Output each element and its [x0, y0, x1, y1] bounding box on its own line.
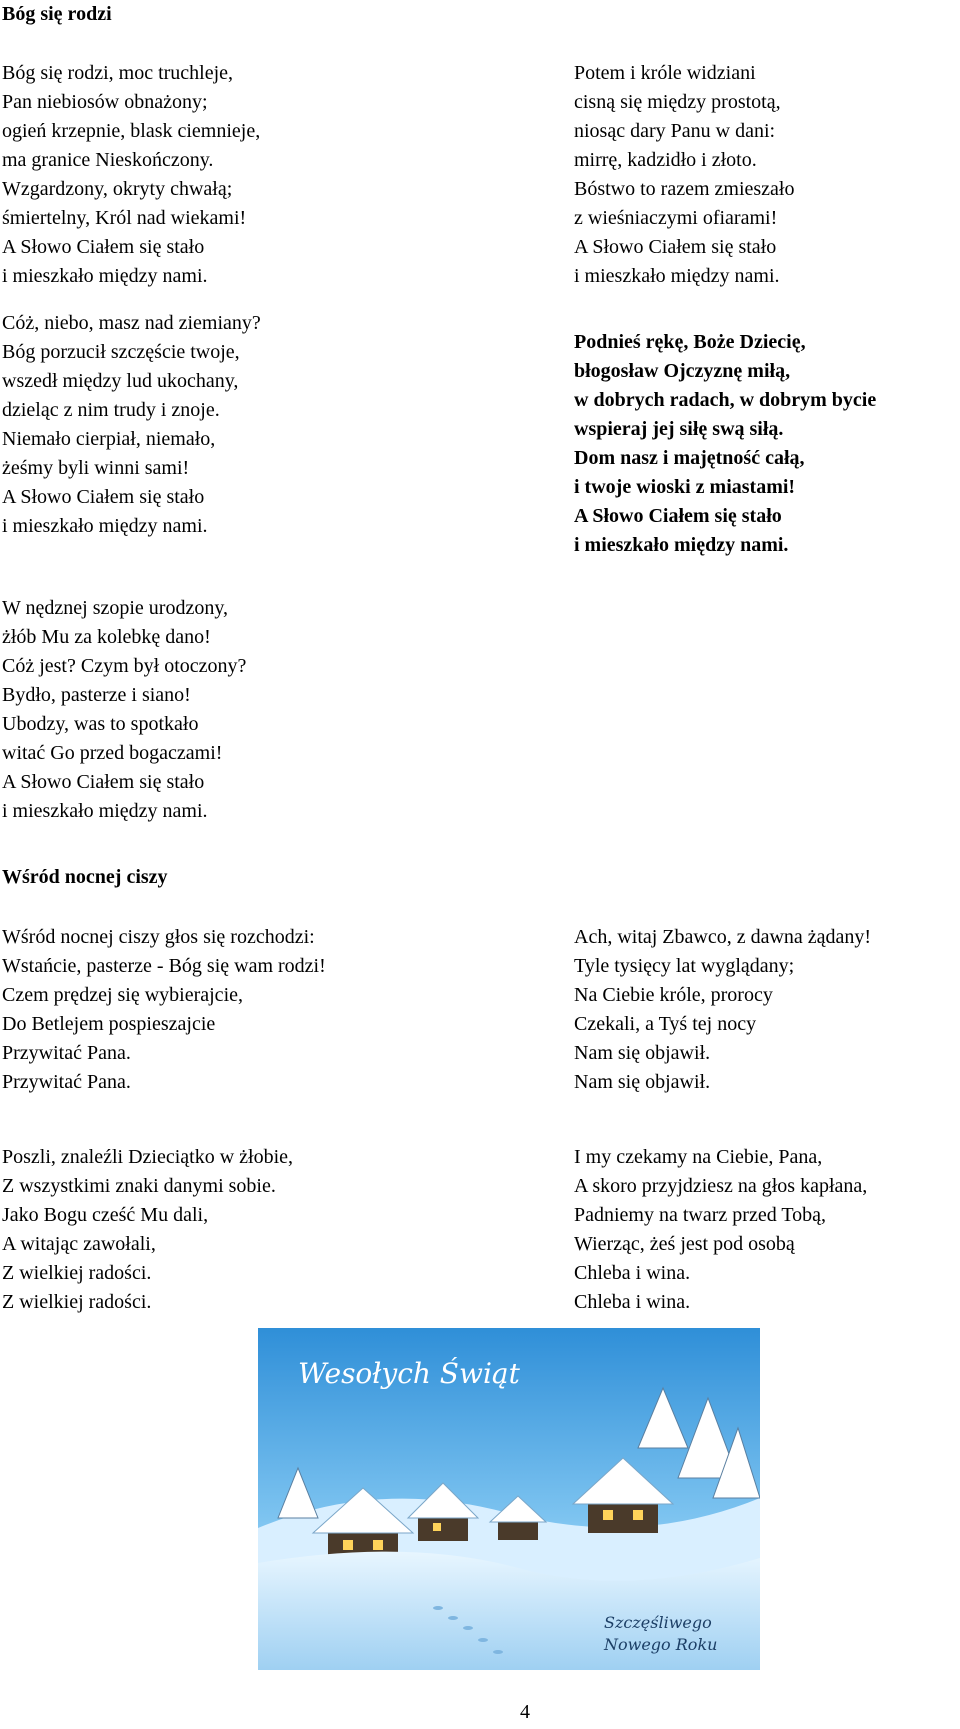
verse-line: z wieśniaczymi ofiarami!	[574, 207, 778, 229]
verse-line: ogień krzepnie, blask ciemnieje,	[2, 120, 261, 142]
verse-line: Z wszystkimi znaki danymi sobie.	[2, 1175, 276, 1197]
verse-line: A Słowo Ciałem się stało	[2, 771, 205, 793]
stanza-8	[574, 923, 871, 1097]
verse-line: Z wielkiej radości.	[2, 1291, 152, 1313]
verse-line: Wśród nocnej ciszy głos się rozchodzi:	[2, 926, 315, 948]
verse-line: Potem i króle widziani	[574, 62, 756, 84]
verse-line: Chleba i wina.	[574, 1291, 691, 1313]
verse-line: A Słowo Ciałem się stało	[2, 486, 205, 508]
stanza-2	[2, 309, 261, 541]
verse-line: cisną się między prostotą,	[574, 91, 781, 113]
verse-line: i mieszkało między nami.	[574, 534, 789, 556]
verse-line: Poszli, znaleźli Dzieciątko w żłobie,	[2, 1146, 294, 1168]
verse-line: Ubodzy, was to spotkało	[2, 713, 199, 735]
card-greeting-bottom-1: Szczęśliwego	[604, 1613, 712, 1632]
verse-line: Ach, witaj Zbawco, z dawna żądany!	[574, 926, 872, 948]
verse-line: i mieszkało między nami.	[574, 265, 780, 287]
verse-line: Wstańcie, pasterze - Bóg się wam rodzi!	[2, 955, 326, 977]
verse-line: wszedł między lud ukochany,	[2, 370, 239, 392]
stanza-3	[2, 594, 246, 826]
verse-line: Cóż jest? Czym był otoczony?	[2, 655, 247, 677]
verse-line: witać Go przed bogaczami!	[2, 742, 223, 764]
verse-line: wspieraj jej siłę swą siłą.	[574, 418, 784, 440]
stanza-9	[574, 1143, 867, 1317]
verse-line: Czem prędzej się wybierajcie,	[2, 984, 243, 1006]
verse-line: Cóż, niebo, masz nad ziemiany?	[2, 312, 261, 334]
verse-line: A skoro przyjdziesz na głos kapłana,	[574, 1175, 868, 1197]
stanza-7	[2, 1143, 293, 1317]
verse-line: żeśmy byli winni sami!	[2, 457, 190, 479]
stanza-1	[2, 59, 260, 291]
verse-line: dzieląc z nim trudy i znoje.	[2, 399, 220, 421]
verse-line: Dom nasz i majętność całą,	[574, 447, 805, 469]
verse-line: niosąc dary Panu w dani:	[574, 120, 776, 142]
verse-line: Nam się objawił.	[574, 1042, 711, 1064]
stanza-6	[2, 923, 326, 1097]
verse-line: Jako Bogu cześć Mu dali,	[2, 1204, 209, 1226]
verse-line: i mieszkało między nami.	[2, 265, 208, 287]
verse-line: I my czekamy na Ciebie, Pana,	[574, 1146, 823, 1168]
verse-line: Wzgardzony, okryty chwałą;	[2, 178, 233, 200]
stanza-5	[574, 328, 876, 560]
verse-line: ma granice Nieskończony.	[2, 149, 214, 171]
verse-line: Czekali, a Tyś tej nocy	[574, 1013, 757, 1035]
verse-line: Do Betlejem pospieszajcie	[2, 1013, 216, 1035]
verse-line: Pan niebiosów obnażony;	[2, 91, 208, 113]
verse-line: Na Ciebie króle, prorocy	[574, 984, 773, 1006]
verse-line: i twoje wioski z miastami!	[574, 476, 796, 498]
card-greeting-top: Wesołych Świąt	[298, 1357, 520, 1390]
verse-line: Padniemy na twarz przed Tobą,	[574, 1204, 827, 1226]
verse-line: żłób Mu za kolebkę dano!	[2, 626, 211, 648]
verse-line: Niemało cierpiał, niemało,	[2, 428, 216, 450]
verse-line: Nam się objawił.	[574, 1071, 711, 1093]
verse-line: mirrę, kadzidło i złoto.	[574, 149, 757, 171]
verse-line: błogosław Ojczyznę miłą,	[574, 360, 791, 382]
card-greeting-bottom-2: Nowego Roku	[604, 1635, 718, 1654]
verse-line: A Słowo Ciałem się stało	[574, 236, 777, 258]
verse-line: Bóg porzucił szczęście twoje,	[2, 341, 240, 363]
verse-line: w dobrych radach, w dobrym bycie	[574, 389, 877, 411]
stanza-4	[574, 59, 795, 291]
verse-line: Tyle tysięcy lat wyglądany;	[574, 955, 795, 977]
verse-line: i mieszkało między nami.	[2, 515, 208, 537]
verse-line: A witając zawołali,	[2, 1233, 156, 1255]
verse-line: Bydło, pasterze i siano!	[2, 684, 191, 706]
verse-line: Z wielkiej radości.	[2, 1262, 152, 1284]
verse-line: śmiertelny, Król nad wiekami!	[2, 207, 247, 229]
verse-line: i mieszkało między nami.	[2, 800, 208, 822]
verse-line: Bóstwo to razem zmieszało	[574, 178, 795, 200]
verse-line: Bóg się rodzi, moc truchleje,	[2, 62, 234, 84]
song-title-wsrod-nocnej-ciszy: Wśród nocnej ciszy	[2, 866, 168, 888]
verse-line: Podnieś rękę, Boże Dziecię,	[574, 331, 806, 353]
page-number: 4	[520, 1701, 530, 1723]
verse-line: Chleba i wina.	[574, 1262, 691, 1284]
christmas-card-image	[258, 1328, 760, 1670]
verse-line: A Słowo Ciałem się stało	[2, 236, 205, 258]
verse-line: Przywitać Pana.	[2, 1071, 131, 1093]
verse-line: W nędznej szopie urodzony,	[2, 597, 229, 619]
verse-line: Wierząc, żeś jest pod osobą	[574, 1233, 795, 1255]
song-title-bog-sie-rodzi: Bóg się rodzi	[2, 3, 112, 25]
verse-line: Przywitać Pana.	[2, 1042, 131, 1064]
verse-line: A Słowo Ciałem się stało	[574, 505, 782, 527]
